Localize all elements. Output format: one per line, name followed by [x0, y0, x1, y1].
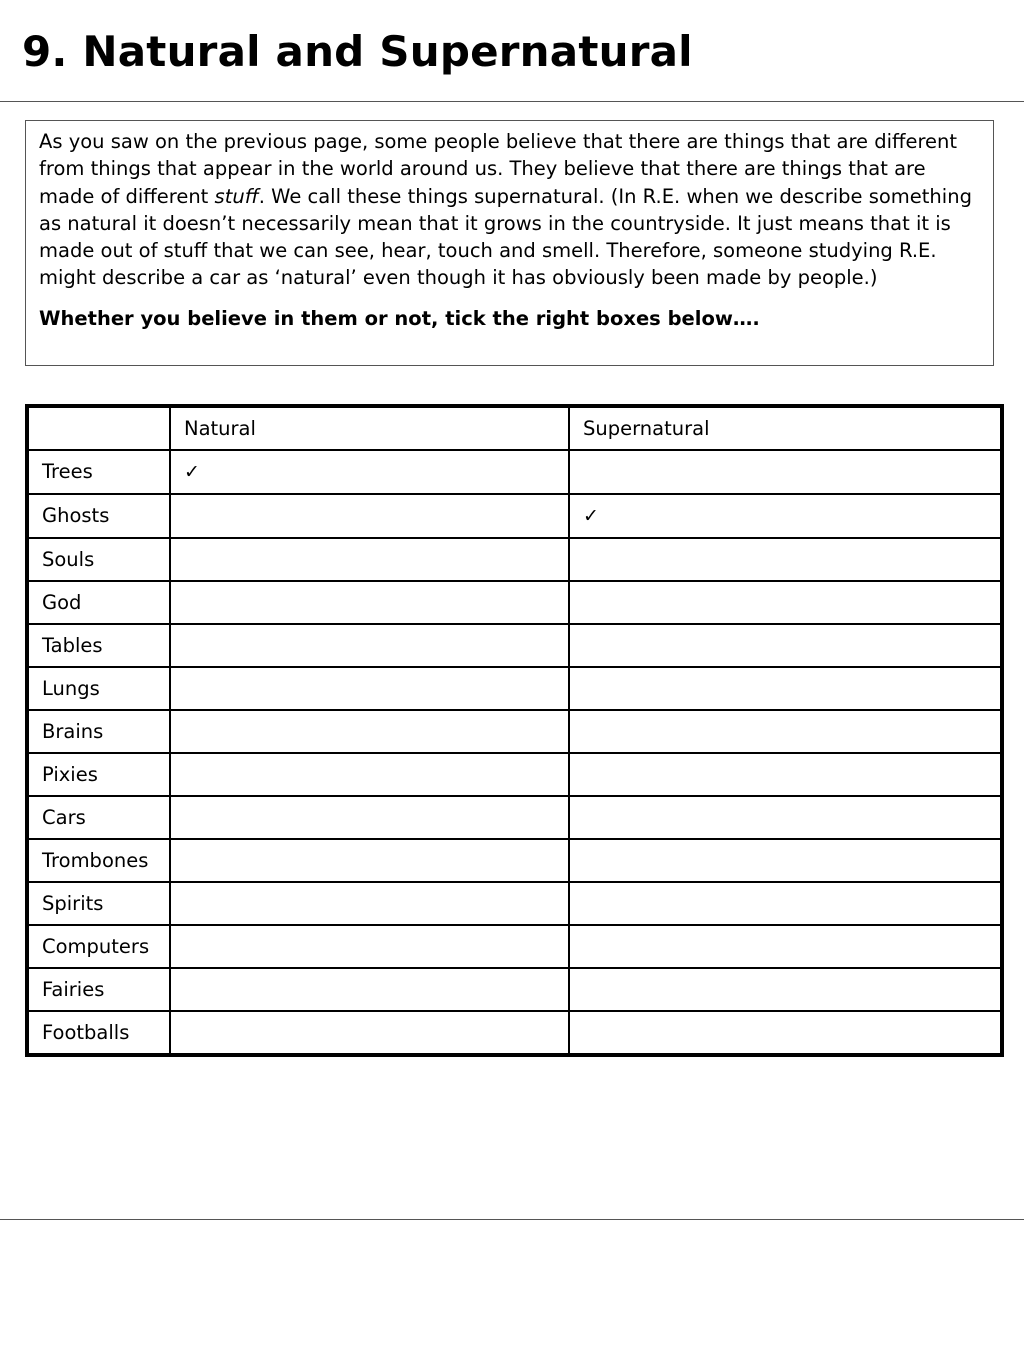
supernatural-tick-cell[interactable]	[569, 667, 1002, 710]
row-item-label: God	[27, 581, 170, 624]
table-header-row	[27, 406, 1002, 450]
natural-tick-mark: ✓	[184, 461, 200, 483]
table-row	[27, 968, 1002, 1011]
supernatural-tick-cell[interactable]	[569, 538, 1002, 581]
supernatural-tick-cell[interactable]	[569, 968, 1002, 1011]
supernatural-tick-cell[interactable]	[569, 796, 1002, 839]
row-item-label: Ghosts	[27, 494, 170, 538]
natural-tick-cell[interactable]	[170, 796, 569, 839]
page-title: 9. Natural and Supernatural	[22, 27, 693, 76]
row-item-label: Tables	[27, 624, 170, 667]
row-item-label: Lungs	[27, 667, 170, 710]
supernatural-tick-cell[interactable]	[569, 710, 1002, 753]
natural-tick-cell[interactable]	[170, 839, 569, 882]
natural-tick-cell[interactable]	[170, 581, 569, 624]
natural-tick-cell[interactable]	[170, 925, 569, 968]
intro-text-after: . We call these things supernatural. (In R.E. when we describe something as natural it doesn’t necessarily mean that it grows in the countryside. It just means that it is made out of stuff that we can see, hear, touch and smell. Therefore, someone studying R.E. might describe a car as ‘natural’ even though it has obviously been made by people.)	[39, 184, 972, 290]
natural-tick-cell[interactable]	[170, 450, 569, 494]
instruction-text: Whether you believe in them or not, tick the right boxes below….	[39, 306, 760, 330]
row-item-label: Trombones	[27, 839, 170, 882]
table-row	[27, 710, 1002, 753]
table-row	[27, 494, 1002, 538]
row-item-label: Fairies	[27, 968, 170, 1011]
natural-tick-cell[interactable]	[170, 710, 569, 753]
bottom-divider	[0, 1219, 1024, 1220]
header-cell-supernatural: Supernatural	[569, 406, 1002, 450]
table-row	[27, 753, 1002, 796]
table-row	[27, 882, 1002, 925]
supernatural-tick-cell[interactable]	[569, 839, 1002, 882]
row-item-label: Brains	[27, 710, 170, 753]
table-row	[27, 925, 1002, 968]
intro-emphasis: stuff	[214, 184, 259, 208]
supernatural-tick-cell[interactable]	[569, 1011, 1002, 1055]
natural-tick-cell[interactable]	[170, 624, 569, 667]
natural-supernatural-table	[25, 404, 1004, 1057]
intro-paragraph	[39, 128, 980, 292]
natural-tick-cell[interactable]	[170, 667, 569, 710]
header-cell-item	[27, 406, 170, 450]
natural-tick-cell[interactable]	[170, 968, 569, 1011]
supernatural-tick-cell[interactable]	[569, 882, 1002, 925]
row-item-label: Pixies	[27, 753, 170, 796]
row-item-label: Footballs	[27, 1011, 170, 1055]
table-row	[27, 624, 1002, 667]
supernatural-tick-cell[interactable]	[569, 450, 1002, 494]
supernatural-tick-mark: ✓	[583, 505, 599, 527]
row-item-label: Cars	[27, 796, 170, 839]
table-row	[27, 839, 1002, 882]
row-item-label: Spirits	[27, 882, 170, 925]
row-item-label: Computers	[27, 925, 170, 968]
natural-tick-cell[interactable]	[170, 538, 569, 581]
supernatural-tick-cell[interactable]	[569, 925, 1002, 968]
top-divider	[0, 101, 1024, 102]
table-row	[27, 667, 1002, 710]
intro-text-box	[25, 120, 994, 366]
table-row	[27, 1011, 1002, 1055]
natural-tick-cell[interactable]	[170, 882, 569, 925]
supernatural-tick-cell[interactable]	[569, 753, 1002, 796]
table-row	[27, 796, 1002, 839]
row-item-label: Trees	[27, 450, 170, 494]
supernatural-tick-cell[interactable]	[569, 581, 1002, 624]
table-row	[27, 538, 1002, 581]
natural-tick-cell[interactable]	[170, 1011, 569, 1055]
table-row	[27, 450, 1002, 494]
natural-tick-cell[interactable]	[170, 494, 569, 538]
table-row	[27, 581, 1002, 624]
supernatural-tick-cell[interactable]	[569, 494, 1002, 538]
header-cell-natural: Natural	[170, 406, 569, 450]
row-item-label: Souls	[27, 538, 170, 581]
natural-tick-cell[interactable]	[170, 753, 569, 796]
intro-text-before: As you saw on the previous page, some people believe that there are things that are different from things that appear in the world around us. They believe that there are things that are made of different	[39, 130, 958, 208]
supernatural-tick-cell[interactable]	[569, 624, 1002, 667]
